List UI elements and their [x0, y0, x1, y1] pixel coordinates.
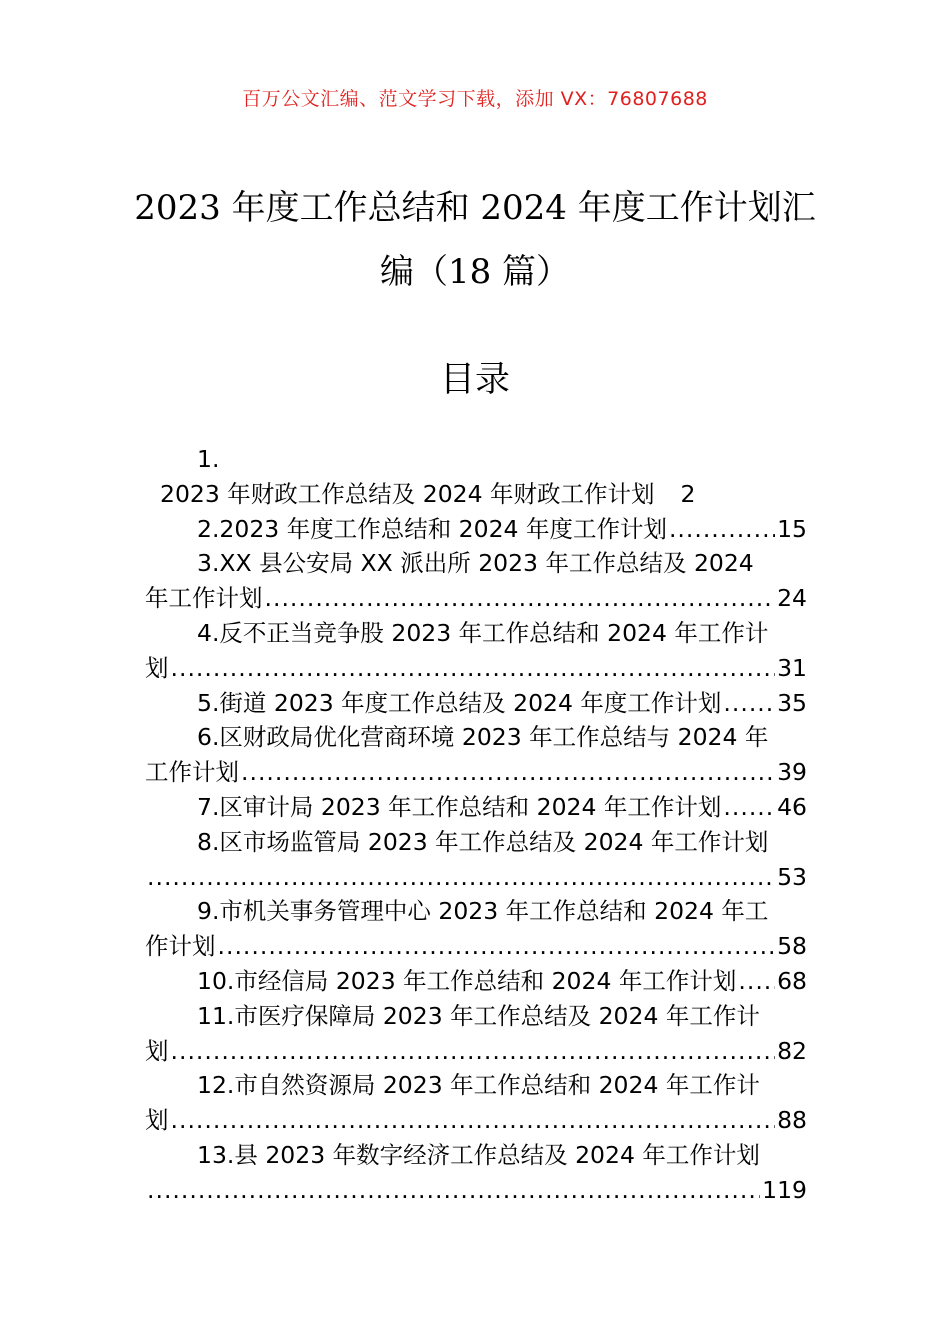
dot-leader	[723, 790, 775, 825]
dot-leader	[723, 686, 775, 721]
document-title: 2023 年度工作总结和 2024 年度工作计划汇编（18 篇）	[134, 188, 816, 292]
toc-entry-11-text: 划	[145, 1036, 169, 1065]
toc-entry-12-text: 划	[145, 1106, 169, 1135]
header-note: 百万公文汇编、范文学习下载，添加 VX：76807688	[242, 88, 708, 110]
dot-leader	[265, 581, 776, 616]
toc-entry-7-page: 46	[777, 792, 807, 821]
toc-entry-8-line1[interactable]: 8.区市场监管局 2023 年工作总结及 2024 年工作计划	[197, 827, 769, 856]
toc-entry-8-line2[interactable]	[145, 860, 807, 895]
toc-entry-11-line1[interactable]: 11.市医疗保障局 2023 年工作总结及 2024 年工作计	[197, 1001, 760, 1030]
toc-entry-4-line1[interactable]: 4.反不正当竞争股 2023 年工作总结和 2024 年工作计	[197, 618, 769, 647]
toc-entry-1-number: 1.	[197, 445, 220, 473]
table-of-contents	[145, 442, 807, 1208]
toc-entry-9-line1[interactable]: 9.市机关事务管理中心 2023 年工作总结和 2024 年工	[197, 897, 769, 926]
dot-leader	[669, 512, 775, 547]
toc-entry-3-line2[interactable]	[145, 581, 807, 616]
toc-entry-2[interactable]	[145, 512, 807, 547]
toc-entry-5-page: 35	[777, 688, 807, 717]
toc-entry-10[interactable]	[145, 964, 807, 999]
dot-leader	[171, 1103, 776, 1138]
toc-entry-9-line2[interactable]	[145, 929, 807, 964]
toc-entry-8-page: 53	[777, 862, 807, 891]
toc-entry-7[interactable]	[145, 790, 807, 825]
toc-entry-11-line2[interactable]	[145, 1034, 807, 1069]
dot-leader	[738, 964, 775, 999]
toc-entry-6-page: 39	[777, 758, 807, 787]
toc-entry-6-text: 工作计划	[145, 758, 239, 787]
toc-entry-3-text: 年工作计划	[145, 584, 263, 613]
toc-entry-2-text: 2.2023 年度工作总结和 2024 年度工作计划	[197, 514, 667, 543]
toc-entry-7-text: 7.区审计局 2023 年工作总结和 2024 年工作计划	[197, 792, 722, 821]
toc-entry-11-page: 82	[777, 1036, 807, 1065]
toc-entry-1[interactable]	[145, 477, 807, 512]
toc-entry-13-line1[interactable]: 13.县 2023 年数字经济工作总结及 2024 年工作计划	[197, 1140, 760, 1169]
toc-entry-10-page: 68	[777, 966, 807, 995]
toc-entry-2-page: 15	[777, 514, 807, 543]
toc-entry-9-page: 58	[777, 932, 807, 961]
toc-entry-12-line1[interactable]: 12.市自然资源局 2023 年工作总结和 2024 年工作计	[197, 1071, 760, 1100]
dot-leader	[171, 1034, 776, 1069]
toc-entry-4-line2[interactable]	[145, 651, 807, 686]
dot-leader	[147, 1173, 760, 1208]
toc-heading: 目录	[439, 360, 510, 400]
toc-entry-5[interactable]	[145, 686, 807, 721]
dot-leader	[147, 860, 775, 895]
toc-entry-6-line2[interactable]	[145, 755, 807, 790]
dot-leader	[218, 929, 776, 964]
toc-entry-4-page: 31	[777, 653, 807, 682]
toc-entry-1-text: 2023 年财政工作总结及 2024 年财政工作计划	[160, 479, 655, 508]
toc-entry-5-text: 5.街道 2023 年度工作总结及 2024 年度工作计划	[197, 688, 722, 717]
toc-entry-1-page: 2	[680, 479, 696, 508]
toc-entry-3-page: 24	[777, 584, 807, 613]
toc-entry-6-line1[interactable]: 6.区财政局优化营商环境 2023 年工作总结与 2024 年	[197, 723, 769, 752]
toc-entry-4-text: 划	[145, 653, 169, 682]
toc-entry-3-line1[interactable]: 3.XX 县公安局 XX 派出所 2023 年工作总结及 2024	[197, 549, 754, 578]
toc-entry-13-page: 119	[762, 1175, 807, 1204]
toc-entry-13-line2[interactable]	[145, 1173, 807, 1208]
toc-entry-12-line2[interactable]	[145, 1103, 807, 1138]
toc-entry-10-text: 10.市经信局 2023 年工作总结和 2024 年工作计划	[197, 966, 737, 995]
toc-entry-12-page: 88	[777, 1106, 807, 1135]
toc-entry-9-text: 作计划	[145, 932, 216, 961]
dot-leader	[241, 755, 775, 790]
dot-leader	[171, 651, 776, 686]
